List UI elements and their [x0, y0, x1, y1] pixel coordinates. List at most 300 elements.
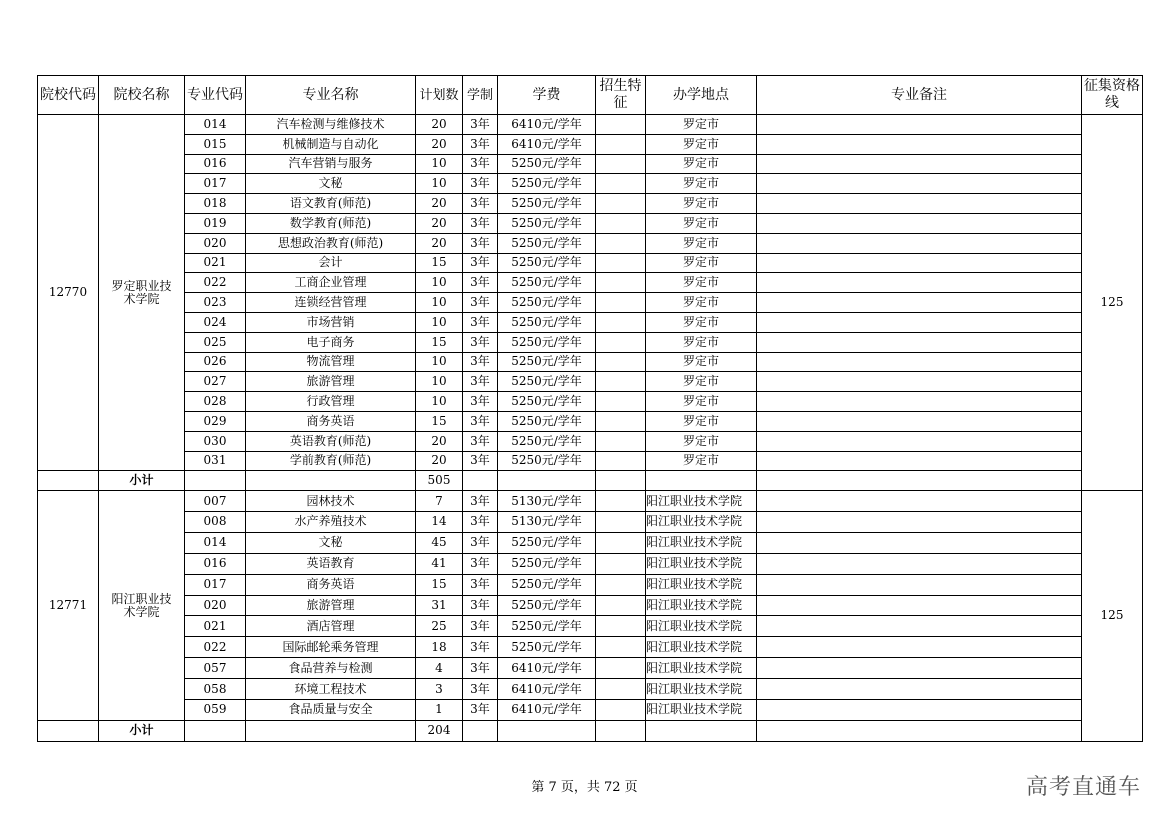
table-row	[38, 213, 1143, 233]
remarks-cell	[757, 574, 1082, 595]
major-name-cell: 食品质量与安全	[246, 700, 416, 721]
subtotal-empty	[596, 720, 646, 741]
major-name-cell: 数学教育(师范)	[246, 213, 416, 233]
plan-cell: 18	[416, 637, 463, 658]
major-code-cell: 016	[185, 154, 246, 174]
duration-cell: 3年	[463, 658, 498, 679]
feature-cell	[596, 658, 646, 679]
subtotal-empty	[757, 720, 1082, 741]
major-name-cell: 学前教育(师范)	[246, 451, 416, 471]
feature-cell	[596, 213, 646, 233]
remarks-cell	[757, 532, 1082, 553]
feature-cell	[596, 491, 646, 512]
location-cell: 阳江职业技术学院	[646, 512, 757, 533]
table-row	[38, 700, 1143, 721]
major-name-cell: 水产养殖技术	[246, 512, 416, 533]
location-cell: 罗定市	[646, 312, 757, 332]
subtotal-label: 小计	[99, 471, 185, 491]
remarks-cell	[757, 213, 1082, 233]
table-row	[38, 233, 1143, 253]
major-name-cell: 环境工程技术	[246, 679, 416, 700]
subtotal-empty	[757, 471, 1082, 491]
plan-cell: 3	[416, 679, 463, 700]
major-code-cell: 014	[185, 532, 246, 553]
major-code-cell: 025	[185, 332, 246, 352]
table-row	[38, 154, 1143, 174]
major-code-cell: 021	[185, 253, 246, 273]
plan-cell: 10	[416, 273, 463, 293]
header-threshold: 征集资格线	[1082, 76, 1143, 115]
plan-cell: 4	[416, 658, 463, 679]
subtotal-empty	[185, 720, 246, 741]
major-code-cell: 026	[185, 352, 246, 372]
table-row	[38, 679, 1143, 700]
subtotal-empty	[38, 471, 99, 491]
location-cell: 阳江职业技术学院	[646, 700, 757, 721]
duration-cell: 3年	[463, 154, 498, 174]
plan-cell: 20	[416, 194, 463, 214]
fee-cell: 5250元/学年	[498, 616, 596, 637]
location-cell: 罗定市	[646, 154, 757, 174]
major-name-cell: 语文教育(师范)	[246, 194, 416, 214]
table-row	[38, 174, 1143, 194]
major-code-cell: 020	[185, 233, 246, 253]
plan-cell: 15	[416, 574, 463, 595]
duration-cell: 3年	[463, 194, 498, 214]
plan-cell: 25	[416, 616, 463, 637]
fee-cell: 5250元/学年	[498, 431, 596, 451]
plan-cell: 20	[416, 134, 463, 154]
duration-cell: 3年	[463, 253, 498, 273]
fee-cell: 5250元/学年	[498, 154, 596, 174]
table-row	[38, 431, 1143, 451]
table-row	[38, 312, 1143, 332]
plan-cell: 31	[416, 595, 463, 616]
subtotal-empty	[646, 720, 757, 741]
major-code-cell: 007	[185, 491, 246, 512]
plan-cell: 20	[416, 431, 463, 451]
major-code-cell: 019	[185, 213, 246, 233]
major-name-cell: 英语教育(师范)	[246, 431, 416, 451]
major-name-cell: 商务英语	[246, 411, 416, 431]
feature-cell	[596, 574, 646, 595]
table-row	[38, 512, 1143, 533]
header-major-name: 专业名称	[246, 76, 416, 115]
table-row	[38, 411, 1143, 431]
plan-cell: 15	[416, 332, 463, 352]
page-number: 第 7 页，共 72 页	[531, 780, 638, 795]
header-school-name: 院校名称	[99, 76, 185, 115]
subtotal-empty	[498, 471, 596, 491]
location-cell: 阳江职业技术学院	[646, 616, 757, 637]
location-cell: 罗定市	[646, 253, 757, 273]
subtotal-value: 505	[416, 471, 463, 491]
location-cell: 罗定市	[646, 194, 757, 214]
plan-cell: 10	[416, 372, 463, 392]
major-code-cell: 021	[185, 616, 246, 637]
fee-cell: 6410元/学年	[498, 658, 596, 679]
fee-cell: 6410元/学年	[498, 134, 596, 154]
plan-cell: 14	[416, 512, 463, 533]
plan-cell: 20	[416, 451, 463, 471]
remarks-cell	[757, 332, 1082, 352]
plan-cell: 41	[416, 553, 463, 574]
location-cell: 罗定市	[646, 431, 757, 451]
header-location: 办学地点	[646, 76, 757, 115]
remarks-cell	[757, 174, 1082, 194]
duration-cell: 3年	[463, 372, 498, 392]
duration-cell: 3年	[463, 679, 498, 700]
feature-cell	[596, 637, 646, 658]
major-code-cell: 030	[185, 431, 246, 451]
major-name-cell: 物流管理	[246, 352, 416, 372]
feature-cell	[596, 194, 646, 214]
plan-cell: 10	[416, 352, 463, 372]
major-name-cell: 食品营养与检测	[246, 658, 416, 679]
header-fee: 学费	[498, 76, 596, 115]
subtotal-empty	[463, 720, 498, 741]
plan-cell: 20	[416, 115, 463, 135]
table-row	[38, 491, 1143, 512]
remarks-cell	[757, 512, 1082, 533]
feature-cell	[596, 512, 646, 533]
major-code-cell: 058	[185, 679, 246, 700]
subtotal-empty	[38, 720, 99, 741]
header-plan: 计划数	[416, 76, 463, 115]
major-name-cell: 汽车检测与维修技术	[246, 115, 416, 135]
location-cell: 阳江职业技术学院	[646, 532, 757, 553]
school-code: 12770	[38, 115, 99, 471]
table-row	[38, 616, 1143, 637]
remarks-cell	[757, 273, 1082, 293]
remarks-cell	[757, 616, 1082, 637]
major-name-cell: 电子商务	[246, 332, 416, 352]
feature-cell	[596, 595, 646, 616]
fee-cell: 5250元/学年	[498, 553, 596, 574]
subtotal-value: 204	[416, 720, 463, 741]
location-cell: 罗定市	[646, 451, 757, 471]
duration-cell: 3年	[463, 332, 498, 352]
table-row	[38, 532, 1143, 553]
duration-cell: 3年	[463, 392, 498, 412]
header-row	[38, 76, 1143, 115]
feature-cell	[596, 332, 646, 352]
admission-plan-table	[37, 75, 1143, 742]
feature-cell	[596, 154, 646, 174]
major-name-cell: 工商企业管理	[246, 273, 416, 293]
remarks-cell	[757, 679, 1082, 700]
remarks-cell	[757, 352, 1082, 372]
major-name-cell: 思想政治教育(师范)	[246, 233, 416, 253]
major-name-cell: 市场营销	[246, 312, 416, 332]
table-row	[38, 134, 1143, 154]
page-footer	[0, 776, 1169, 795]
fee-cell: 5250元/学年	[498, 411, 596, 431]
threshold-cell: 125	[1082, 115, 1143, 491]
table-row	[38, 637, 1143, 658]
fee-cell: 5250元/学年	[498, 372, 596, 392]
major-code-cell: 024	[185, 312, 246, 332]
remarks-cell	[757, 637, 1082, 658]
duration-cell: 3年	[463, 700, 498, 721]
duration-cell: 3年	[463, 352, 498, 372]
duration-cell: 3年	[463, 312, 498, 332]
remarks-cell	[757, 553, 1082, 574]
major-name-cell: 文秘	[246, 532, 416, 553]
remarks-cell	[757, 293, 1082, 313]
major-code-cell: 016	[185, 553, 246, 574]
major-code-cell: 023	[185, 293, 246, 313]
location-cell: 罗定市	[646, 134, 757, 154]
remarks-cell	[757, 233, 1082, 253]
fee-cell: 5250元/学年	[498, 392, 596, 412]
plan-cell: 10	[416, 392, 463, 412]
major-code-cell: 014	[185, 115, 246, 135]
watermark: 高考直通车	[1025, 775, 1141, 800]
duration-cell: 3年	[463, 293, 498, 313]
feature-cell	[596, 134, 646, 154]
remarks-cell	[757, 431, 1082, 451]
header-feature: 招生特征	[596, 76, 646, 115]
subtotal-empty	[246, 720, 416, 741]
major-code-cell: 029	[185, 411, 246, 431]
major-name-cell: 会计	[246, 253, 416, 273]
location-cell: 阳江职业技术学院	[646, 491, 757, 512]
feature-cell	[596, 431, 646, 451]
feature-cell	[596, 293, 646, 313]
location-cell: 阳江职业技术学院	[646, 574, 757, 595]
plan-cell: 45	[416, 532, 463, 553]
major-code-cell: 027	[185, 372, 246, 392]
major-code-cell: 015	[185, 134, 246, 154]
plan-cell: 20	[416, 213, 463, 233]
feature-cell	[596, 273, 646, 293]
major-name-cell: 行政管理	[246, 392, 416, 412]
fee-cell: 5250元/学年	[498, 332, 596, 352]
feature-cell	[596, 553, 646, 574]
duration-cell: 3年	[463, 532, 498, 553]
major-name-cell: 商务英语	[246, 574, 416, 595]
remarks-cell	[757, 253, 1082, 273]
remarks-cell	[757, 312, 1082, 332]
duration-cell: 3年	[463, 595, 498, 616]
location-cell: 阳江职业技术学院	[646, 595, 757, 616]
subtotal-empty	[596, 471, 646, 491]
plan-cell: 10	[416, 312, 463, 332]
remarks-cell	[757, 491, 1082, 512]
major-name-cell: 汽车营销与服务	[246, 154, 416, 174]
duration-cell: 3年	[463, 491, 498, 512]
header-major-code: 专业代码	[185, 76, 246, 115]
table-row	[38, 352, 1143, 372]
major-name-cell: 园林技术	[246, 491, 416, 512]
major-code-cell: 018	[185, 194, 246, 214]
remarks-cell	[757, 392, 1082, 412]
feature-cell	[596, 233, 646, 253]
feature-cell	[596, 532, 646, 553]
location-cell: 罗定市	[646, 392, 757, 412]
duration-cell: 3年	[463, 574, 498, 595]
subtotal-empty	[185, 471, 246, 491]
duration-cell: 3年	[463, 115, 498, 135]
duration-cell: 3年	[463, 174, 498, 194]
fee-cell: 5250元/学年	[498, 174, 596, 194]
duration-cell: 3年	[463, 411, 498, 431]
remarks-cell	[757, 134, 1082, 154]
table-row	[38, 392, 1143, 412]
feature-cell	[596, 392, 646, 412]
duration-cell: 3年	[463, 273, 498, 293]
fee-cell: 5250元/学年	[498, 293, 596, 313]
feature-cell	[596, 352, 646, 372]
table-row	[38, 574, 1143, 595]
table-row	[38, 115, 1143, 135]
duration-cell: 3年	[463, 616, 498, 637]
table-row	[38, 273, 1143, 293]
feature-cell	[596, 411, 646, 431]
remarks-cell	[757, 115, 1082, 135]
fee-cell: 5130元/学年	[498, 512, 596, 533]
plan-cell: 20	[416, 233, 463, 253]
table-row	[38, 332, 1143, 352]
location-cell: 罗定市	[646, 213, 757, 233]
table-row	[38, 595, 1143, 616]
major-name-cell: 英语教育	[246, 553, 416, 574]
table-row	[38, 253, 1143, 273]
threshold-cell: 125	[1082, 491, 1143, 742]
location-cell: 阳江职业技术学院	[646, 658, 757, 679]
fee-cell: 5250元/学年	[498, 352, 596, 372]
location-cell: 罗定市	[646, 233, 757, 253]
location-cell: 罗定市	[646, 293, 757, 313]
school-code: 12771	[38, 491, 99, 721]
remarks-cell	[757, 451, 1082, 471]
duration-cell: 3年	[463, 451, 498, 471]
feature-cell	[596, 253, 646, 273]
remarks-cell	[757, 411, 1082, 431]
remarks-cell	[757, 372, 1082, 392]
major-name-cell: 连锁经营管理	[246, 293, 416, 313]
subtotal-empty	[498, 720, 596, 741]
subtotal-row	[38, 720, 1143, 741]
major-code-cell: 057	[185, 658, 246, 679]
major-code-cell: 022	[185, 637, 246, 658]
header-duration: 学制	[463, 76, 498, 115]
feature-cell	[596, 679, 646, 700]
fee-cell: 5250元/学年	[498, 213, 596, 233]
plan-cell: 15	[416, 253, 463, 273]
table-row	[38, 553, 1143, 574]
plan-cell: 1	[416, 700, 463, 721]
major-name-cell: 机械制造与自动化	[246, 134, 416, 154]
header-remarks: 专业备注	[757, 76, 1082, 115]
duration-cell: 3年	[463, 553, 498, 574]
major-code-cell: 031	[185, 451, 246, 471]
school-name: 阳江职业技术学院	[99, 491, 185, 721]
feature-cell	[596, 115, 646, 135]
duration-cell: 3年	[463, 512, 498, 533]
subtotal-empty	[246, 471, 416, 491]
feature-cell	[596, 700, 646, 721]
fee-cell: 5250元/学年	[498, 637, 596, 658]
location-cell: 罗定市	[646, 411, 757, 431]
location-cell: 阳江职业技术学院	[646, 679, 757, 700]
location-cell: 罗定市	[646, 115, 757, 135]
duration-cell: 3年	[463, 134, 498, 154]
fee-cell: 5250元/学年	[498, 451, 596, 471]
fee-cell: 5250元/学年	[498, 273, 596, 293]
subtotal-row	[38, 471, 1143, 491]
fee-cell: 5250元/学年	[498, 595, 596, 616]
subtotal-empty	[463, 471, 498, 491]
fee-cell: 6410元/学年	[498, 115, 596, 135]
duration-cell: 3年	[463, 233, 498, 253]
remarks-cell	[757, 700, 1082, 721]
table-row	[38, 293, 1143, 313]
major-code-cell: 020	[185, 595, 246, 616]
plan-cell: 15	[416, 411, 463, 431]
major-code-cell: 059	[185, 700, 246, 721]
fee-cell: 5250元/学年	[498, 253, 596, 273]
fee-cell: 5250元/学年	[498, 312, 596, 332]
major-name-cell: 文秘	[246, 174, 416, 194]
fee-cell: 5250元/学年	[498, 532, 596, 553]
major-name-cell: 国际邮轮乘务管理	[246, 637, 416, 658]
feature-cell	[596, 174, 646, 194]
location-cell: 罗定市	[646, 273, 757, 293]
feature-cell	[596, 451, 646, 471]
major-name-cell: 旅游管理	[246, 372, 416, 392]
feature-cell	[596, 312, 646, 332]
plan-cell: 7	[416, 491, 463, 512]
major-code-cell: 008	[185, 512, 246, 533]
location-cell: 阳江职业技术学院	[646, 553, 757, 574]
fee-cell: 5250元/学年	[498, 574, 596, 595]
school-name: 罗定职业技术学院	[99, 115, 185, 471]
location-cell: 阳江职业技术学院	[646, 637, 757, 658]
table-row	[38, 658, 1143, 679]
fee-cell: 6410元/学年	[498, 679, 596, 700]
major-code-cell: 022	[185, 273, 246, 293]
feature-cell	[596, 372, 646, 392]
major-name-cell: 酒店管理	[246, 616, 416, 637]
location-cell: 罗定市	[646, 332, 757, 352]
duration-cell: 3年	[463, 213, 498, 233]
location-cell: 罗定市	[646, 174, 757, 194]
fee-cell: 5250元/学年	[498, 194, 596, 214]
fee-cell: 6410元/学年	[498, 700, 596, 721]
major-code-cell: 017	[185, 574, 246, 595]
remarks-cell	[757, 154, 1082, 174]
location-cell: 罗定市	[646, 352, 757, 372]
table-row	[38, 451, 1143, 471]
remarks-cell	[757, 658, 1082, 679]
fee-cell: 5130元/学年	[498, 491, 596, 512]
feature-cell	[596, 616, 646, 637]
major-name-cell: 旅游管理	[246, 595, 416, 616]
fee-cell: 5250元/学年	[498, 233, 596, 253]
major-code-cell: 028	[185, 392, 246, 412]
table-row	[38, 372, 1143, 392]
header-school-code: 院校代码	[38, 76, 99, 115]
duration-cell: 3年	[463, 431, 498, 451]
subtotal-label: 小计	[99, 720, 185, 741]
duration-cell: 3年	[463, 637, 498, 658]
plan-cell: 10	[416, 154, 463, 174]
subtotal-empty	[646, 471, 757, 491]
location-cell: 罗定市	[646, 372, 757, 392]
remarks-cell	[757, 595, 1082, 616]
